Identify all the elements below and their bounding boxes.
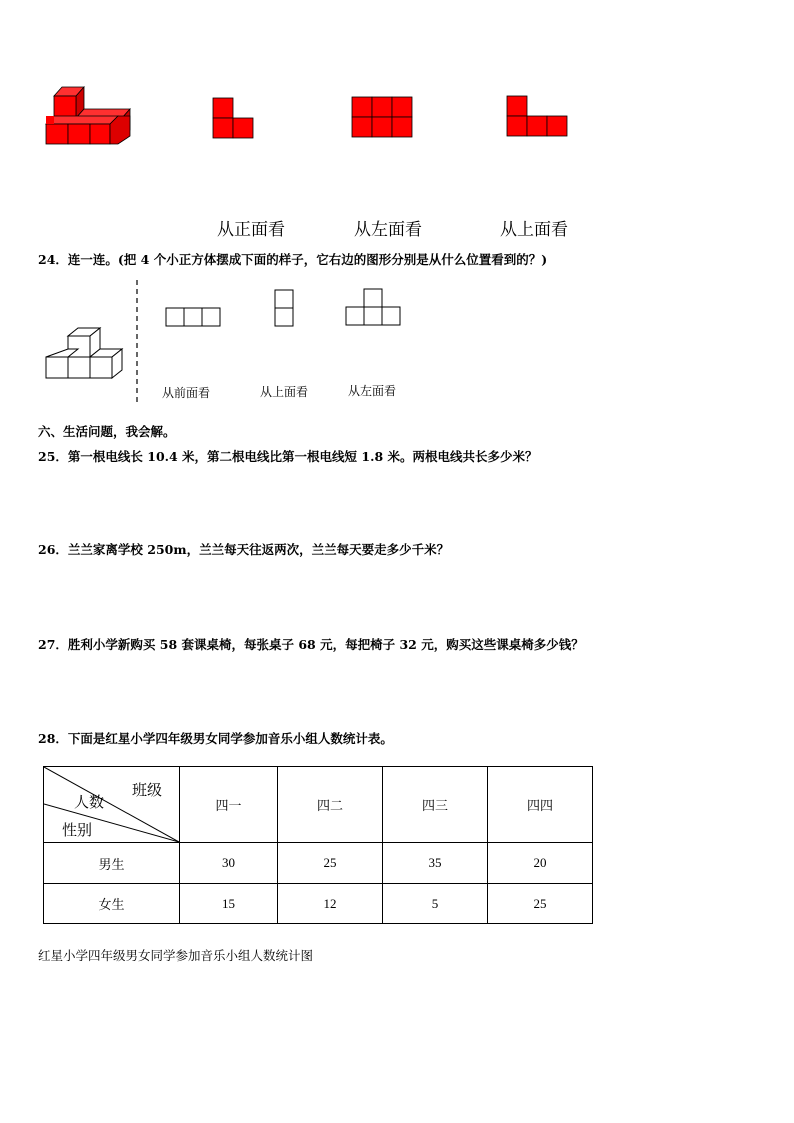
table-row <box>44 884 593 924</box>
col-header: 四一 <box>180 767 278 843</box>
label-left-view: 从左面看 <box>348 384 397 398</box>
question-25: 25．第一根电线长 10.4 米，第二根电线比第一根电线短 1.8 米。两根电线共长多少米？ <box>38 449 538 464</box>
table-cell: 25 <box>488 884 593 924</box>
question-27: 27．胜利小学新购买 58 套课桌椅，每张桌子 68 元，每把椅子 32 元，购买这些课桌椅多少钱？ <box>38 637 584 652</box>
question-28: 28．下面是红星小学四年级男女同学参加音乐小组人数统计表。 <box>38 731 393 746</box>
caption-top: 从上面看 <box>500 220 568 240</box>
col-header: 四二 <box>278 767 383 843</box>
chart-caption: 红星小学四年级男女同学参加音乐小组人数统计图 <box>38 948 314 963</box>
table-header-row <box>44 767 593 843</box>
table-cell: 30 <box>180 843 278 884</box>
front-view-shape <box>213 98 253 138</box>
cube-stack-drawing <box>46 328 122 378</box>
corner-label-class: 班级 <box>132 781 163 799</box>
table-cell: 35 <box>383 843 488 884</box>
col-header: 四三 <box>383 767 488 843</box>
corner-label-count: 人数 <box>74 793 105 811</box>
table-cell: 15 <box>180 884 278 924</box>
left-view-shape <box>352 97 412 137</box>
label-front-view: 从前面看 <box>162 386 211 400</box>
col-header: 四四 <box>488 767 593 843</box>
question-24: 24．连一连。(把 4 个小正方体摆成下面的样子，它右边的图形分别是从什么位置看到的？) <box>38 252 548 267</box>
table-cell: 20 <box>488 843 593 884</box>
view-t-shape <box>346 289 400 325</box>
red-cube-figure <box>40 80 640 160</box>
row-label: 女生 <box>44 884 180 924</box>
table-corner-cell <box>44 767 180 843</box>
row-label: 男生 <box>44 843 180 884</box>
section-6-title: 六、生活问题，我会解。 <box>38 424 176 439</box>
table-cell: 25 <box>278 843 383 884</box>
table-cell: 5 <box>383 884 488 924</box>
stats-table <box>43 766 593 924</box>
table-cell: 12 <box>278 884 383 924</box>
red-cube-solid <box>46 87 130 144</box>
caption-front: 从正面看 <box>217 220 285 240</box>
top-view-shape <box>507 96 567 136</box>
question-26: 26．兰兰家离学校 250m，兰兰每天往返两次，兰兰每天要走多少千米？ <box>38 542 450 557</box>
table-row <box>44 843 593 884</box>
view-three-row <box>166 308 220 326</box>
corner-label-gender: 性别 <box>62 821 93 839</box>
view-two-column <box>275 290 293 326</box>
label-top-view: 从上面看 <box>260 385 309 399</box>
caption-left: 从左面看 <box>354 220 422 240</box>
